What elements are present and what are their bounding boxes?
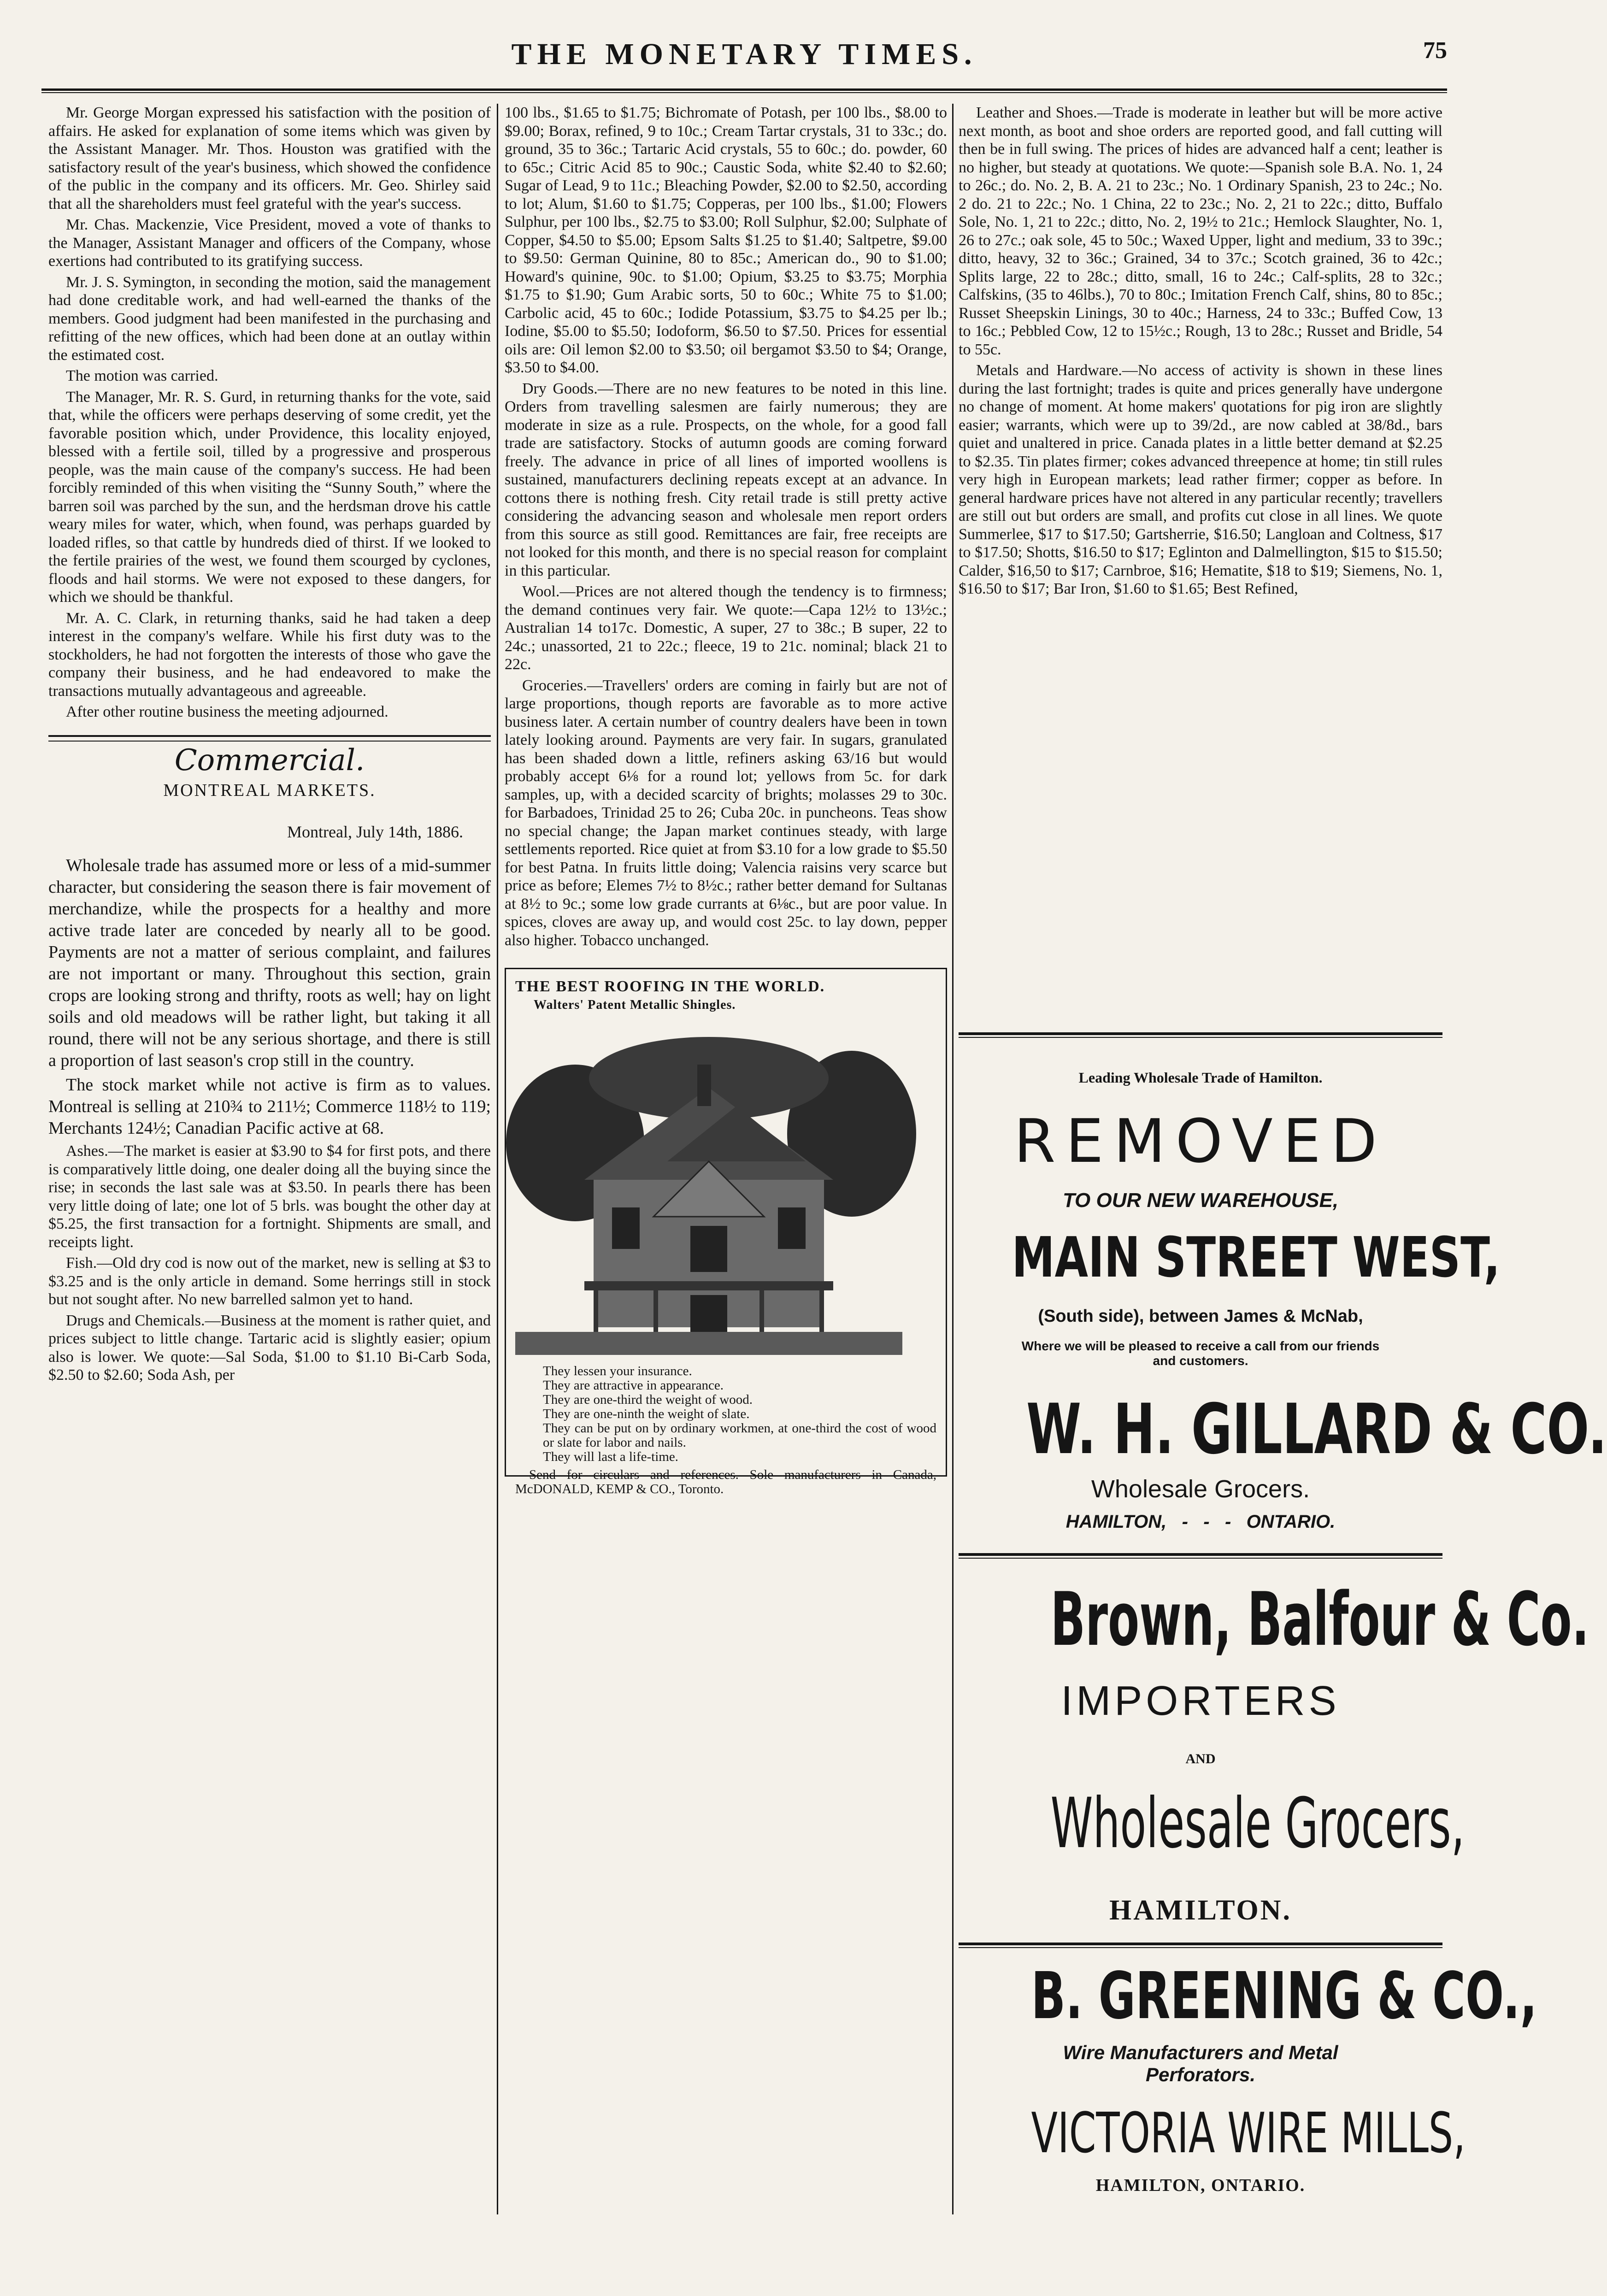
greening-block xyxy=(959,1959,1537,2034)
meeting-paragraph: After other routine business the meeting adjourned. xyxy=(66,703,389,720)
roofing-line: They will last a life-time. xyxy=(543,1449,678,1464)
importers: IMPORTERS xyxy=(1061,1678,1340,1724)
header-rule xyxy=(41,88,1447,91)
page-header xyxy=(41,28,1447,83)
south-side: (South side), between James & McNab, xyxy=(1038,1307,1363,1326)
ad-rule xyxy=(959,1553,1442,1556)
roofing-line: They are one-ninth the weight of slate. xyxy=(543,1406,750,1421)
roofing-line: They can be put on by ordinary workmen, at one-third the cost of wood or slate for labor and nails. xyxy=(543,1420,936,1450)
section-rule-thin xyxy=(48,741,491,742)
hamilton-ontario: HAMILTON, - - - ONTARIO. xyxy=(1065,1512,1336,1532)
drugs-continued-paragraph: 100 lbs., $1.65 to $1.75; Bichromate of Potash, per 100 lbs., $8.00 to $9.00; Borax, refined, 9 to 10c.; Cream Tartar crystals, 31 to 33c.; do. ground, 35 to 36c.; Tartaric Acid crystals, 55 to 60c.; do. powder, 60 to 65c.; Citric Acid 85 to 90c.; Caustic Soda, white $2.40 to $2.60; Sugar of Lead, 9 to 11c.; Bleaching Powder, $2.00 to $2.50, according to lot; Alum, $1.60 to $1.75; Copperas, per 100 lbs., $1.00; Flowers Sulphur, per 100 lbs., $2.75 to $3.00; Roll Sulphur, $2.00; Sulphate of Copper, $4.50 to $5.00; Epsom Salts $1.25 to $1.40; Saltpetre, $9.00 to $9.50: German Quinine, 80 to 85c.; American do., 90 to $1.00; Howard's quinine, 90c. to $1.00; Opium, $3.25 to $3.75; Morphia $1.75 to $1.90; Gum Arabic sorts, 50 to 60c.; White 75 to $1.00; Carbolic acid, 45 to 60c.; Iodide Potassium, $3.75 to $4.25 per lb.; Iodine, $5.00 to $5.50; Iodoform, $6.50 to $7.50. Prices for essential oils are: Oil lemon $2.00 to $3.50; oil bergamot $3.50 to $4; Orange, $3.50 to $4.00. xyxy=(505,104,947,376)
wholesale-grocers-block xyxy=(959,1784,1465,1864)
brown-balfour-name: Brown, Balfour & Co. xyxy=(1050,1576,1589,1662)
roofing-subtitle: Walters' Patent Metallic Shingles. xyxy=(534,997,736,1012)
wool-paragraph: Wool.—Prices are not altered though the tendency is to firmness; the demand continues very fair. We quote:—Capa 12½ to 13½c.; Australian 14 to17c. Domestic, A super, 27 to 38c.; B super, 22 to 24c.; unassorted, 21 to 22c.; fleece, 19 to 21c. nominal; black 21 to 22c. xyxy=(505,583,947,673)
removed-text: REMOVED xyxy=(1014,1106,1387,1176)
victoria-wire-mills: VICTORIA WIRE MILLS, xyxy=(1031,2102,1466,2166)
meeting-paragraph: Mr. Chas. Mackenzie, Vice President, moved a vote of thanks to the Manager, Assistant Manager and officers of the Company, whose exertions had contributed to its gratifying success. xyxy=(48,216,491,270)
commercial-heading: Commercial. xyxy=(174,743,365,777)
metals-paragraph: Metals and Hardware.—No access of activity is shown in these lines during the last fortnight; trades is quite and prices generally have undergone no change of moment. At home makers' quotations for pig iron are slightly easier; warrants, which were up to 39/2d., are now cabled at 38/8d., bars quiet and unaltered in price. Canada plates in a little better demand at $2.25 to $2.35. Tin plates firmer; cokes advanced threepence at home; tin still rules very high in European markets; lead rather firmer; copper as before. In general hardware prices have not altered in any particular recently; travellers are still out but orders are small, and profits cut close in all lines. We quote Summerlee, $17 to $17.50; Gartsherrie, $16.50; Langloan and Coltness, $17 to $17.50; Shotts, $16.50 to $17; Eglinton and Dalmellington, $15 to $15.50; Calder, $16,50 to $17; Carnbroe, $16; Hematite, $18 to $19; Siemens, No. 1, $16.50 to $17; Bar Iron, $1.60 to $1.65; Best Refined, xyxy=(959,362,1442,597)
leather-paragraph: Leather and Shoes.—Trade is moderate in leather but will be more active next month, as boot and shoe orders are reported good, and fall cutting will then be in full swing. The prices of hides are advanced half a cent; leather is no higher, but steady at quotations. We quote:—Spanish sole B.A. No. 1, 24 to 26c.; do. No. 2, B. A. 21 to 23c.; No. 1 Ordinary Spanish, 23 to 24c.; No. 2 do. 21 to 22c.; No. 1 China, 22 to 23c.; No. 2, 21 to 22c.; ditto, Buffalo Sole, No. 1, 21 to 22c.; ditto, No. 2, 19½ to 21c.; Hemlock Slaughter, No. 1, 26 to 27c.; oak sole, 45 to 50c.; Waxed Upper, light and medium, 33 to 39c.; ditto, heavy, 32 to 36c.; Grained, 34 to 37c.; Scotch grained, 36 to 42c.; Splits large, 22 to 28c.; ditto, small, 16 to 24c.; Calf-splits, 28 to 32c.; Calfskins, (35 to 46lbs.), 70 to 80c.; Imitation French Calf, shins, 80 to 85c.; Russet Sheepskin Linings, 30 to 40c.; Harness, 24 to 33c.; Buffed Cow, 13 to 16c.; Pebbled Cow, 12 to 15½c.; Rough, 13 to 28c.; Russet and Bridle, 54 to 55c. xyxy=(959,104,1442,358)
column-divider-2 xyxy=(952,104,954,2214)
groceries-paragraph: Groceries.—Travellers' orders are coming in fairly but are not of large proportions, though reports are favorable as to more active business later. A certain number of country dealers have been in town lately looking around. Payments are very fair. In sugars, granulated has been shaded down a little, refiners asking 63/16 but would probably accept 6⅛ for a round lot; yellows from 5c. for dark samples, up, with a decided scarcity of brights; molasses 29 to 30c. for Barbadoes, Trinidad 25 to 26; Cuba 20c. in puncheons. Teas show no special change; the Japan market continues steady, with large settlements reported. Rice quiet at from $3.10 for a low grade to $5.50 for best Patna. In fruits little doing; Valencia raisins very scarce but price as before; Elemes 7½ to 8½c.; rather better demand for Sultanas at 8½ to 9c.; some low grade currants at 6⅛c., but are poor value. In spices, cloves are away up, and would cost 25c. to lay down, pepper also higher. Tobacco unchanged. xyxy=(505,677,947,949)
fish-paragraph: Fish.—Old dry cod is now out of the market, new is selling at $3 to $3.25 and is the only article in demand. Some herrings still in stock but not sought after. No new barrelled salmon yet to hand. xyxy=(48,1254,491,1308)
gillard-block xyxy=(959,1389,1607,1470)
ad-rule-thin xyxy=(959,1037,1442,1038)
dateline: Montreal, July 14th, 1886. xyxy=(287,822,463,841)
leading-heading: Leading Wholesale Trade of Hamilton. xyxy=(1078,1069,1323,1086)
and-word: AND xyxy=(1185,1751,1216,1766)
market-paragraph: Wholesale trade has assumed more or less of a mid-summer character, but considering the season there is fair movement of merchandize, while the prospects for a healthy and more active trade later are conceded by nearly all to be good. Payments are not a matter of serious complaint, and failures are not important or many. Throughout this section, grain crops are looking strong and thrifty, roots as well; hay on light soils and old meadows will be rather light, but taking it all round, there will not be any serious shortage, and there is still a proportion of last season's crop still in the country. xyxy=(48,856,491,1070)
ad-rule xyxy=(959,1943,1442,1945)
wholesale-grocers-big: Wholesale Grocers, xyxy=(1050,1784,1465,1864)
meeting-paragraph: Mr. George Morgan expressed his satisfaction with the position of affairs. He asked for explanation of some items which was given by the Assistant Manager. Mr. Thos. Houston was gratified with the satisfactory result of the year's business, which showed the confidence of the public in the company and its officers. Mr. Geo. Shirley said that all the shareholders must feel grateful with the year's success. xyxy=(48,104,491,212)
meeting-paragraph: Mr. J. S. Symington, in seconding the motion, said the management had done creditable work, and had well-earned the thanks of the members. Good judgment had been manifested in the purchasing and refitting of the new offices, which had been done at an outlay within the estimated cost. xyxy=(48,273,491,364)
wire-manufacturers: Wire Manufacturers and Metal Perforators. xyxy=(1063,2042,1338,2085)
roofing-title: THE BEST ROOFING IN THE WORLD. xyxy=(515,978,825,995)
markets-heading: MONTREAL MARKETS. xyxy=(163,781,376,800)
meeting-paragraph: Mr. A. C. Clark, in returning thanks, said he had taken a deep interest in the company's welfare. While his first duty was to the stockholders, he had not forgotten the interests of those who gave the company their business, and he had endeavored to make the transactions mutually advantageous and agreeable. xyxy=(48,609,491,700)
page-number: 75 xyxy=(1423,37,1447,64)
masthead: THE MONETARY TIMES. xyxy=(511,37,977,71)
meeting-paragraph: The Manager, Mr. R. S. Gurd, in returning thanks for the vote, said that, while the officers were perhaps deserving of some credit, yet the favorable position which, under Providence, this locality enjoyed, blessed with a fertile soil, tilled by a progressive and prosperous people, was the main cause of the company's success. He had been forcibly reminded of this when visiting the “Sunny South,” where the barren soil was parched by the sun, and the herdsman drove his cattle weary miles for water, which, when found, was perhaps guarded by loaded rifles, so that cattle by hundreds died of thirst. If we looked to the fertile prairies of the west, we found them scourged by cyclones, floods and hail storms. We were not exposed to these dangers, for which we should be thankful. xyxy=(48,388,491,606)
market-paragraph: The stock market while not active is firm as to values. Montreal is selling at 210¾ to 211½; Commerce 118½ to 119; Merchants 124½; Canadian Pacific active at 68. xyxy=(48,1075,491,1138)
gillard-name: W. H. GILLARD & CO. xyxy=(1026,1389,1607,1470)
roofing-line: They are attractive in appearance. xyxy=(543,1378,724,1393)
hamilton-ontario-2: HAMILTON, ONTARIO. xyxy=(1095,2176,1306,2195)
ad-rule-thin xyxy=(959,1558,1442,1559)
main-street-block xyxy=(959,1226,1501,1290)
column-1 xyxy=(48,104,491,1387)
roofing-advertisement xyxy=(505,968,947,1496)
drugs-paragraph: Drugs and Chemicals.—Business at the moment is rather quiet, and prices subject to little change. Tartaric acid is slightly easier; opium also is lower. We quote:—Sal Soda, $1.00 to $1.10 Bi-Carb Soda, $2.50 to $2.60; Soda Ash, per xyxy=(48,1312,491,1383)
removed-block xyxy=(959,1106,1442,1176)
section-rule xyxy=(48,735,491,737)
hamilton: HAMILTON. xyxy=(1109,1895,1292,1926)
new-warehouse: TO OUR NEW WAREHOUSE, xyxy=(1062,1189,1339,1212)
wholesale-grocers: Wholesale Grocers. xyxy=(1091,1475,1310,1503)
ashes-paragraph: Ashes.—The market is easier at $3.90 to $4 for first pots, and there is comparatively little doing, one dealer doing all the buying since the rise; in seconds the last sale was at $3.50. In pearls there has been very little doing of late; one lot of 5 brls. was bought the other day at $5.25, the first transaction for a fortnight. Shipments are small, and receipts light. xyxy=(48,1142,491,1251)
ad-rule-thin xyxy=(959,1947,1442,1948)
main-street-text: MAIN STREET WEST, xyxy=(1012,1226,1501,1290)
house-illustration xyxy=(515,1023,902,1355)
ad-rule xyxy=(959,1032,1442,1035)
column-2 xyxy=(505,104,947,1496)
column-3 xyxy=(959,104,1442,601)
roofing-line: They lessen your insurance. xyxy=(543,1363,692,1378)
greening-name: B. GREENING & CO., xyxy=(1031,1959,1537,2034)
brown-balfour-block xyxy=(959,1576,1589,1662)
header-rule-thin xyxy=(41,92,1447,93)
dry-goods-paragraph: Dry Goods.—There are no new features to be noted in this line. Orders from travelling salesmen are fairly numerous; they are moderate in size as a rule. Prospects, on the whole, for a good fall trade are satisfactory. Stocks of autumn goods are coming forward freely. The advance in price of all lines of imported woollens is sustained, manufacturers declining repeats except at an advance. In cottons there is nothing fresh. City retail trade is still pretty active considering the advancing season and wholesale men report orders from this source as still good. Remittances are fair, free receipts are not looked for this month, and there is no special reason for complaint in this particular. xyxy=(505,380,947,579)
column-divider-1 xyxy=(497,104,498,2214)
pleased-note: Where we will be pleased to receive a call from our friends and customers. xyxy=(1021,1339,1380,1368)
victoria-block xyxy=(959,2102,1466,2166)
meeting-paragraph: The motion was carried. xyxy=(66,367,218,384)
roofing-line: They are one-third the weight of wood. xyxy=(543,1392,753,1407)
roofing-send: Send for circulars and references. Sole manufacturers in Canada, McDONALD, KEMP & CO., Toronto. xyxy=(515,1467,936,1496)
